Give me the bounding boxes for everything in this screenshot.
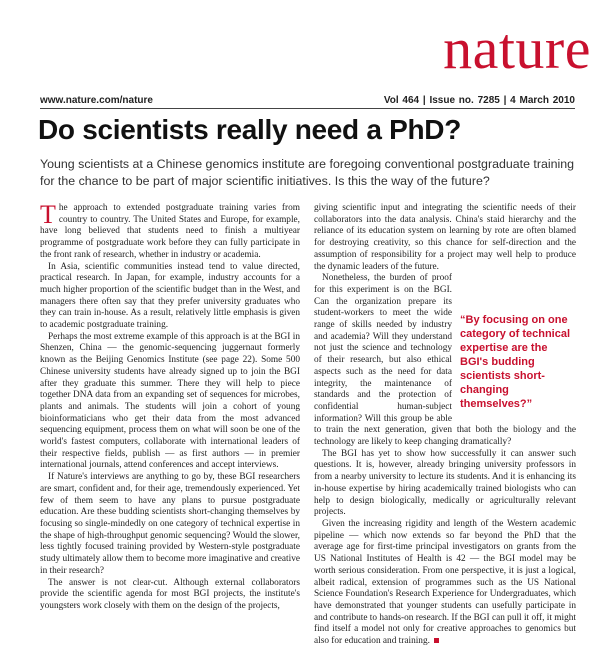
article-standfirst: Young scientists at a Chinese genomics institute are foregoing conventional postgraduate training for the chance to be part of major scientific initiatives. Is this the way of the future? [40,157,575,188]
paragraph-8: The BGI has yet to show how successfully it can answer such questions. It is, however, already bringing university professors in from a nearby university to lecture its students. And it is enhancing its in-house expertise by hiring academically trained biologists who can help to design biologically, medically or agriculturally relevant projects. [314,448,576,518]
paragraph-3: Perhaps the most extreme example of this approach is at the BGI in Shenzen, China — the genomic-sequencing juggernaut formerly known as the Beijing Genomics Institute (see page 22). Some 500 Chinese university students have already signed up to join the BGI after they graduate this summer. There they will help to piece together DNA data from an expanding set of sequences for microbes, plants and animals. The students will join a cohort of young bioinformaticians who get their data from the most advanced sequencing equipment, process them on what will soon be one of the world's fastest computers, collaborate with international leaders of their respective fields, publish — as first authors — in premier international journals, attend conferences and accept interviews. [40,331,300,471]
paragraph-9 [314,519,576,648]
paragraph-7: Nonetheless, the burden of proof for this experiment is on the BGI. Can the organization prepare its student-workers to meet the wide range of skills needed by industry and academia? Will they understand not just the science and technology of their research, but also ethical aspects such as the need for data integrity, the maintenance of standards and the protection of confidential human-subject information? Will this group be able to train the next generation, given that both the biology and the technology are likely to keep changing dramatically? [314,273,576,448]
pull-quote: “By focusing on one category of technical expertise are the BGI's budding scientists short-changing themselves?” [460,314,571,411]
end-mark-icon [434,638,439,643]
article-title: Do scientists really need a PhD? [38,114,461,145]
journal-logo[interactable]: nature [443,16,591,81]
issue-info: Vol 464 | Issue no. 7285 | 4 March 2010 [383,95,575,106]
drop-cap: T [40,200,56,229]
header-rule [40,108,575,109]
right-column [314,203,576,648]
journal-url[interactable]: www.nature.com/nature [40,95,153,106]
paragraph-4: If Nature's interviews are anything to go by, these BGI researchers are smart, confident and, for their age, tremendously experienced. Yet few of them seem to have any plans to pursue postgraduate education. Are these budding scientists short-changing themselves by focusing so single-mindedly on one category of technical expertise in the shape of high-throughput genomic sequencing? Would the slower, less tightly focused training provided by Western-style postgraduate study ultimately allow them to become more imaginative and creative in their research? [40,472,300,576]
paragraph-1-text: he approach to extended postgraduate training varies from country to country. The United States and Europe, for example, have long believed that students need to finish a multiyear programme of postgraduate work before they can fully participate in the front rank of research, whether in industry or academia. [40,203,300,260]
left-column [40,200,300,613]
paragraph-5: The answer is not clear-cut. Although external collaborators provide the scientific agenda for most BGI projects, the institute's youngsters work closely with them on the design of the projects, [40,577,300,611]
paragraph-6: giving scientific input and integrating the scientific needs of their collaborators into the data analysis. China's staid hierarchy and the reliance of its education system on learning by rote are often blamed for destroying creativity, so this chance for self-direction and the assumption of responsibility for a project may well help to produce the dynamic leaders of the future. [314,203,576,272]
masthead [0,0,605,92]
paragraph-9-text: Given the increasing rigidity and length of the Western academic pipeline — which now extends so far beyond the PhD that the average age for first-time principal investigators on grants from the US National Institutes of Health is 42 — the BGI model may be worth serious consideration. From one perspective, it is just a logical, albeit radical, extension of programmes such as the US National Science Foundation's Research Experience for Undergraduates, which have demonstrated that younger students can usefully participate in and contribute to hands-on research. If the BGI can pull it off, it might find itself a model not only for creative approaches to genomics but also for education and training. [314,518,576,647]
paragraph-2: In Asia, scientific communities instead tend to value directed, practical research. In Japan, for example, industry accounts for a much higher proportion of the scientific budget than in the West, and managers there often say that they prefer university graduates who they can train in-house. As a result, relatively little emphasis is given to academic postgraduate training. [40,261,300,331]
paragraph-1 [40,200,300,262]
